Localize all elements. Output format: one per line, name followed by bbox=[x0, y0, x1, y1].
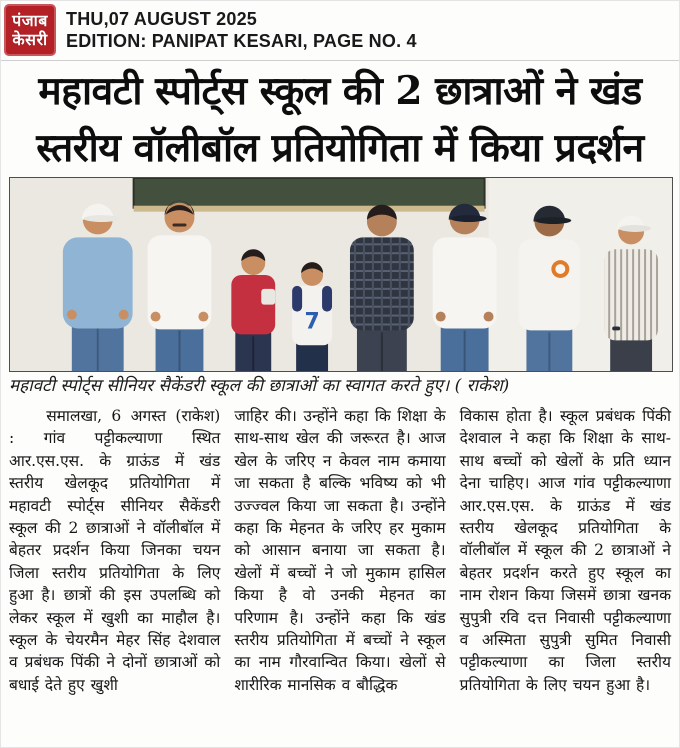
headline-line-1: महावटी स्पोर्ट्स स्कूल की 2 छात्राओं ने खंड bbox=[38, 68, 642, 114]
headline-line-2: स्तरीय वॉलीबॉल प्रतियोगिता में किया प्रदर्शन bbox=[36, 125, 644, 171]
article-column-3: विकास होता है। स्कूल प्रबंधक पिंकी देशवाल ने कहा कि शिक्षा के साथ-साथ बच्चों को खेलों के प्रति ध्यान देना चाहिए। आज गांव पट्टीकल्याणा आर.एस.एस. के ग्राऊंड में खंड स्तरीय खेलकूद प्रतियोगिता के वॉलीबॉल में स्कूल की 2 छात्राओं ने बेहतर प्रदर्शन करते हुए स्कूल का नाम रोशन किया जिसमें छात्रा खनक सुपुत्री रवि दत्त निवासी पट्टीकल्याणा व अस्मिता सुपुत्री सुमित निवासी पट्टीकल्याणा का जिला स्तरीय प्रतियोगिता के लिए चयन हुआ है। bbox=[459, 407, 671, 694]
punjab-kesari-logo bbox=[4, 4, 56, 56]
article-body bbox=[9, 405, 671, 696]
jersey-number: 7 bbox=[304, 309, 320, 335]
masthead bbox=[1, 1, 679, 60]
logo-line-1: पंजाब bbox=[12, 11, 48, 30]
photo-caption: महावटी स्पोर्ट्स सीनियर सैकेंडरी स्कूल की छात्राओं का स्वागत करते हुए। ( राकेश) bbox=[9, 376, 510, 396]
photo-frame bbox=[9, 177, 673, 372]
header-divider bbox=[1, 60, 679, 61]
logo-line-2: केसरी bbox=[12, 30, 48, 49]
article-photo bbox=[9, 177, 671, 397]
masthead-text bbox=[66, 4, 417, 52]
article-column-1: समालखा, 6 अगस्त (राकेश) : गांव पट्टीकल्याणा स्थित आर.एस.एस. के ग्राऊंड में खंड स्तरीय खेलकूद प्रतियोगिता में महावटी स्पोर्ट्स सीनियर सैकेंडरी स्कूल की 2 छात्राओं ने वॉलीबॉल में बेहतर प्रदर्शन किया जिनका चयन जिला स्तरीय प्रतियोगिता के लिए हुआ है। छात्रों की इस उपलब्धि को लेकर स्कूल में खुशी का माहौल है। स्कूल के चेयरमैन मेहर सिंह देशवाल व प्रबंधक पिंकी ने दोनों छात्राओं को बधाई देते हुए खुशी bbox=[9, 407, 221, 694]
article-column-2: जाहिर की। उन्होंने कहा कि शिक्षा के साथ-साथ खेल की जरूरत है। आज खेल के जरिए न केवल नाम कमाया जा सकता है बल्कि भविष्य को भी उज्ज्वल किया जा सकता है। उन्होंने कहा कि मेहनत के जरिए हर मुकाम को आसान बनाया जा सकता है। खेलों में बच्चों ने जो मुकाम हासिल किया है वो उनकी मेहनत का परिणाम है। उन्होंने कहा कि खंड स्तरीय प्रतियोगिता में बच्चों ने स्कूल का नाम गौरवान्वित किया। खेलों से शारीरिक मानसिक व बौद्धिक bbox=[234, 407, 446, 694]
article-headline bbox=[7, 63, 673, 177]
group-photo-illustration bbox=[10, 178, 672, 371]
date-line: THU,07 AUGUST 2025 bbox=[66, 9, 257, 29]
edition-line: EDITION: PANIPAT KESARI, PAGE NO. 4 bbox=[66, 31, 417, 51]
